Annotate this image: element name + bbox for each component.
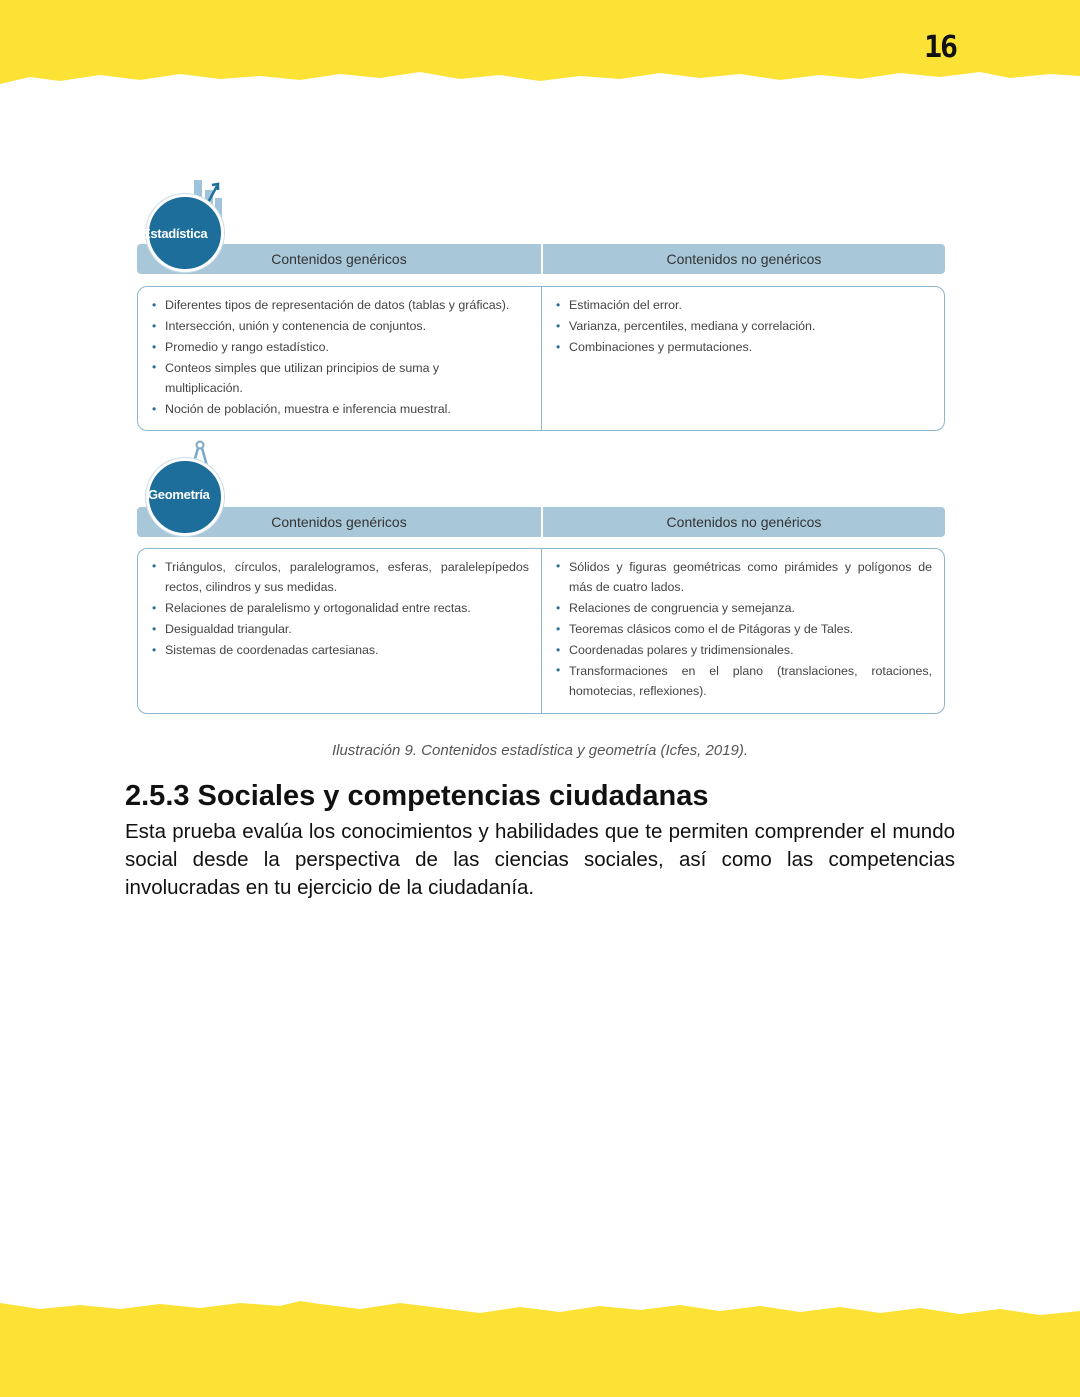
section-heading: 2.5.3 Sociales y competencias ciudadanas [125, 780, 709, 812]
list-item: • Varianza, percentiles, mediana y correlación. [556, 316, 932, 337]
list-item: • Intersección, unión y contenencia de conjuntos. [152, 316, 529, 337]
statistics-generic-column [138, 287, 542, 430]
statistics-non-generic-column [542, 287, 944, 430]
list-item: • Combinaciones y permutaciones. [556, 337, 932, 358]
statistics-header-bar [137, 244, 945, 274]
list-item: • Coordenadas polares y tridimensionales. [556, 640, 932, 661]
list-item: • Triángulos, círculos, paralelogramos, esferas, paralelepípedos rectos, cilindros y sus medidas. [152, 557, 529, 598]
section-paragraph: Esta prueba evalúa los conocimientos y habilidades que te permiten comprender el mundo social desde la perspectiva de las ciencias sociales, así como las competencias involucradas en tu ejercicio de la ciudadanía. [125, 820, 955, 899]
figure-caption: Ilustración 9. Contenidos estadística y geometría (Icfes, 2019). [331, 742, 749, 759]
geometry-content-box [137, 548, 945, 714]
list-item: • Noción de población, muestra e inferencia muestral. [152, 399, 529, 420]
geometry-generic-column [138, 549, 542, 713]
list-item: • Sistemas de coordenadas cartesianas. [152, 640, 529, 661]
list-item: • Diferentes tipos de representación de datos (tablas y gráficas). [152, 295, 529, 316]
statistics-header-generic: Contenidos genéricos [137, 244, 543, 274]
list-item: • Promedio y rango estadístico. [152, 337, 529, 358]
list-item: • Transformaciones en el plano (translaciones, rotaciones, homotecias, reflexiones). [556, 661, 932, 702]
statistics-content-box [137, 286, 945, 431]
bottom-decorative-band [0, 1297, 1080, 1397]
page-number: 16 [923, 30, 957, 65]
geometry-header-bar [137, 507, 945, 537]
geometry-non-generic-column [542, 549, 944, 713]
list-item: • Teoremas clásicos como el de Pitágoras y de Tales. [556, 619, 932, 640]
geometry-header-generic: Contenidos genéricos [137, 507, 543, 537]
list-item: • Conteos simples que utilizan principios de suma y multiplicación. [152, 358, 529, 399]
list-item: • Relaciones de paralelismo y ortogonalidad entre rectas. [152, 598, 529, 619]
list-item: • Relaciones de congruencia y semejanza. [556, 598, 932, 619]
geometry-badge-label: Geometría [148, 487, 210, 502]
list-item: • Sólidos y figuras geométricas como pirámides y polígonos de más de cuatro lados. [556, 557, 932, 598]
list-item: • Estimación del error. [556, 295, 932, 316]
statistics-header-non-generic: Contenidos no genéricos [666, 251, 822, 267]
list-item: • Desigualdad triangular. [152, 619, 529, 640]
geometry-header-non-generic: Contenidos no genéricos [666, 514, 822, 530]
statistics-badge-label: Estadística [142, 226, 208, 241]
